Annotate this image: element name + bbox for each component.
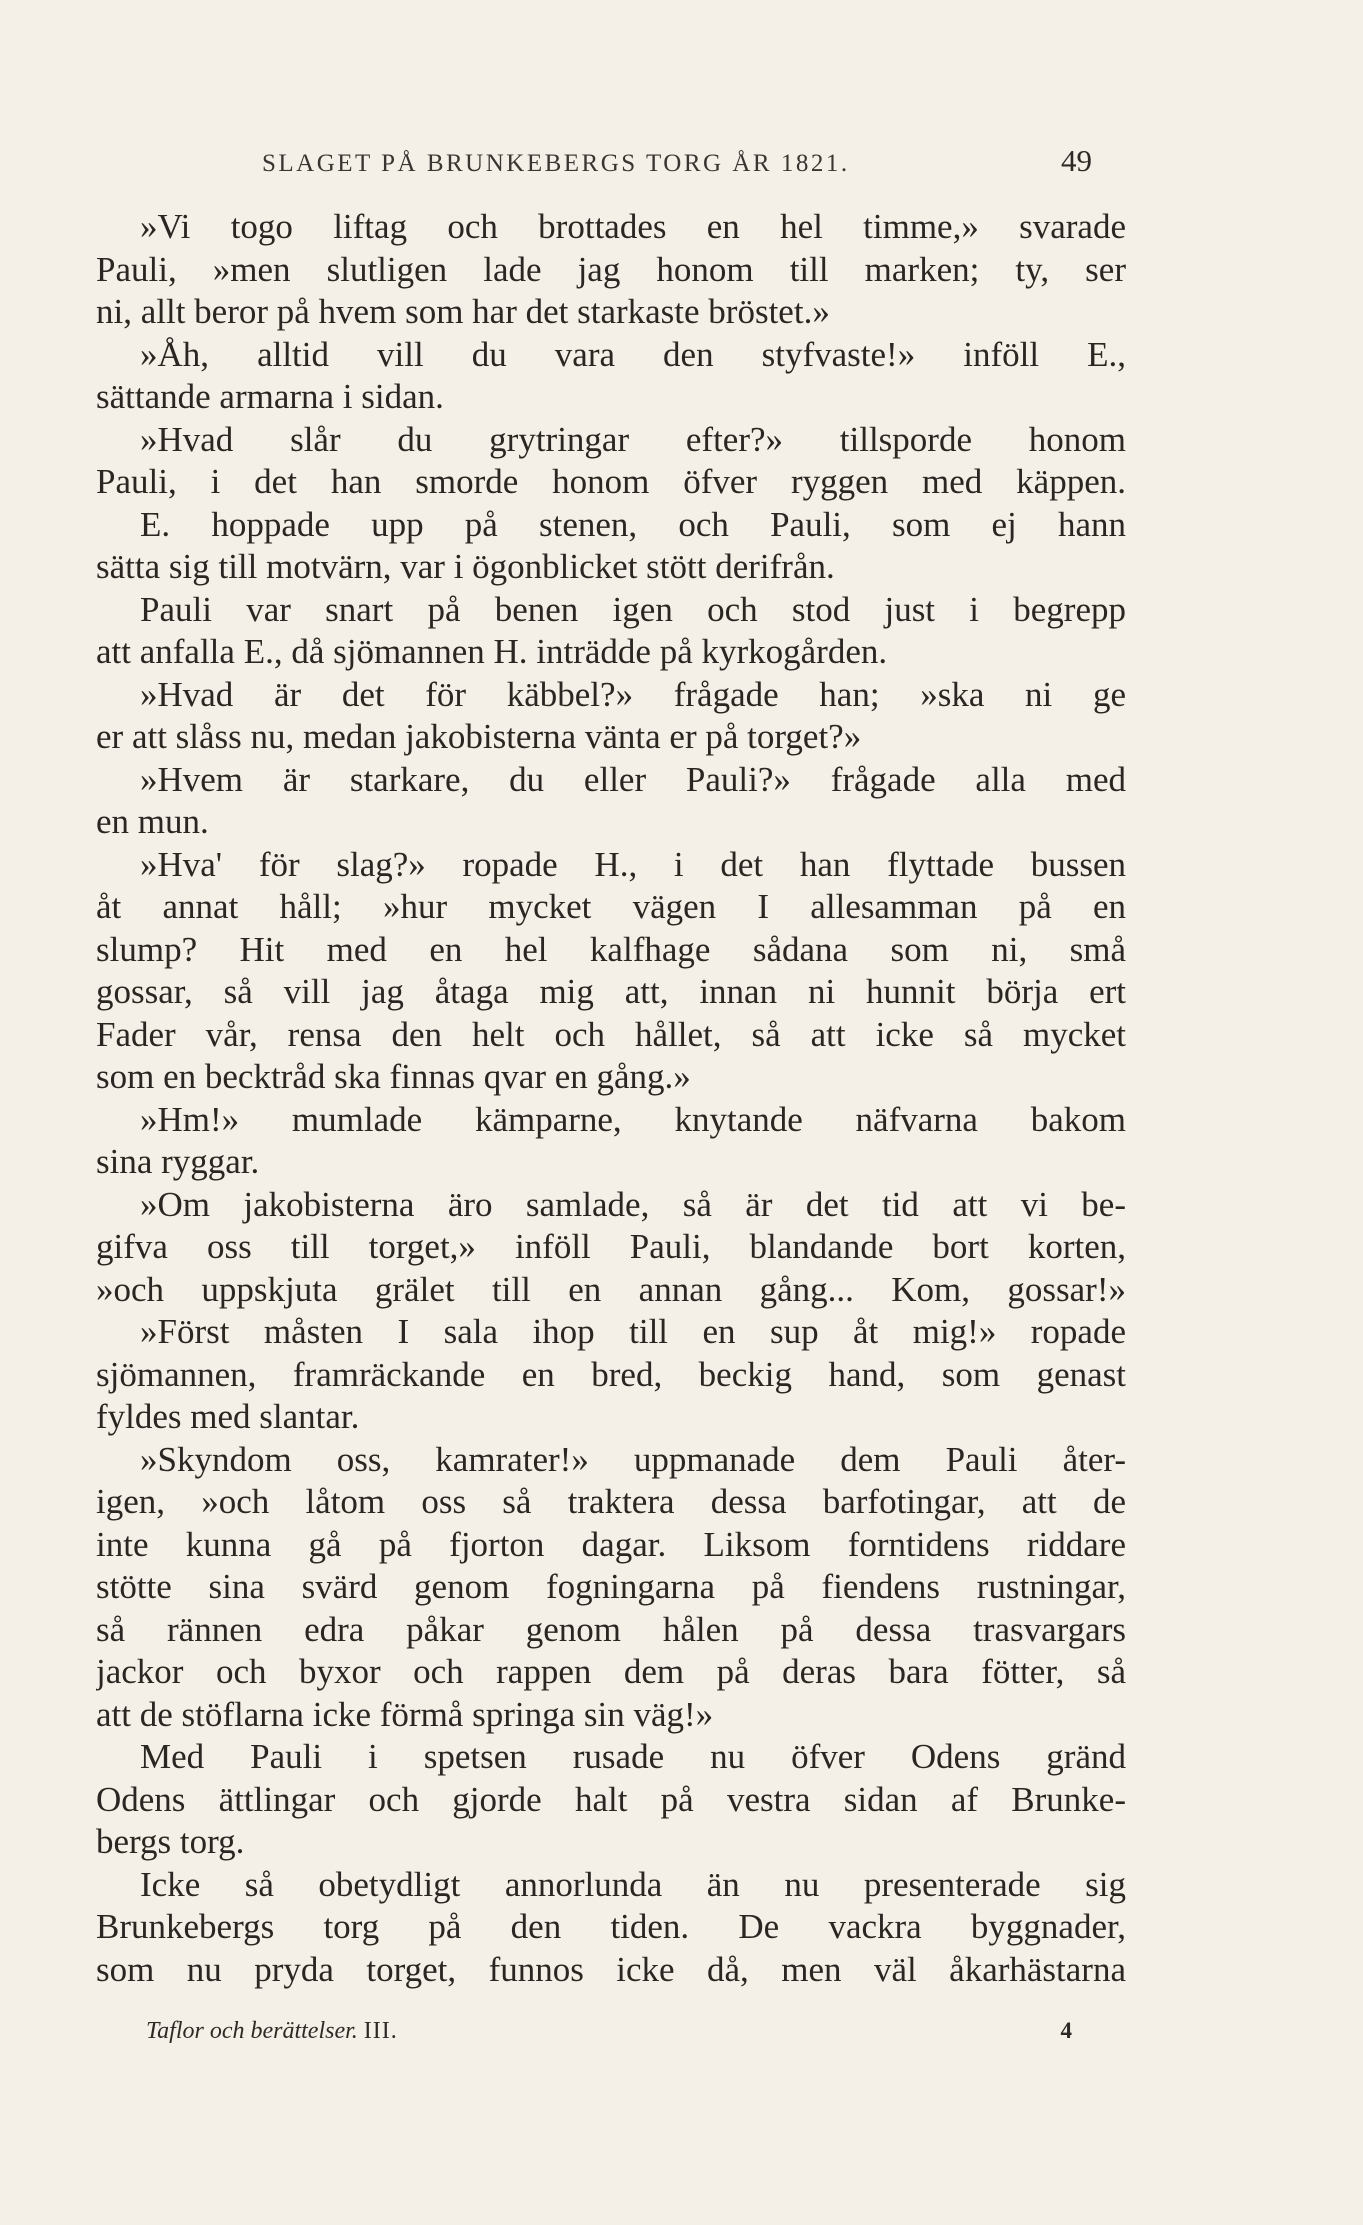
text-line: »och uppskjuta grälet till en annan gång... Kom, gossar!» xyxy=(96,1269,1126,1309)
text-line: Pauli, »men slutligen lade jag honom till marken; ty, ser xyxy=(96,249,1126,289)
text-line: Med Pauli i spetsen rusade nu öfver Odens gränd xyxy=(140,1737,1126,1776)
text-line: »Hm!» mumlade kämparne, knytande näfvarna bakom xyxy=(140,1099,1126,1139)
text-line: Fader vår, rensa den helt och hållet, så att icke så mycket xyxy=(96,1014,1126,1054)
text-line: »Hvem är starkare, du eller Pauli?» frågade alla med xyxy=(140,759,1126,799)
text-line: sätta sig till motvärn, var i ögonblicket stött derifrån. xyxy=(96,547,835,586)
signature-mark: 4 xyxy=(1060,2018,1072,2043)
text-line: som nu pryda torget, funnos icke då, men väl åkarhästarna xyxy=(96,1949,1126,1989)
page-number: 49 xyxy=(1061,143,1092,178)
text-line: åt annat håll; »hur mycket vägen I allesamman på en xyxy=(96,887,1126,926)
text-line: slump? Hit med en hel kalfhage sådana som ni, små xyxy=(96,929,1126,969)
text-line: att anfalla E., då sjömannen H. inträdde på kyrkogården. xyxy=(96,632,888,671)
text-line: bergs torg. xyxy=(96,1822,245,1861)
text-line: »Om jakobisterna äro samlade, så är det tid att vi be- xyxy=(140,1184,1126,1224)
text-line: en mun. xyxy=(96,802,209,841)
text-line: sjömannen, framräckande en bred, beckig hand, som genast xyxy=(96,1354,1126,1394)
text-line: sina ryggar. xyxy=(96,1142,260,1181)
text-line: stötte sina svärd genom fogningarna på fiendens rustningar, xyxy=(96,1567,1126,1606)
text-line: sättande armarna i sidan. xyxy=(96,377,444,416)
series-title-text: Taflor och berättelser. xyxy=(146,2018,358,2044)
text-line: igen, »och låtom oss så traktera dessa barfotingar, att de xyxy=(96,1482,1126,1521)
text-line: så rännen edra påkar genom hålen på dessa trasvargars xyxy=(96,1609,1126,1649)
text-line: er att slåss nu, medan jakobisterna vänta er på torget?» xyxy=(96,717,862,756)
text-line: »Vi togo liftag och brottades en hel timme,» svarade xyxy=(140,207,1126,246)
text-line: som en becktråd ska finnas qvar en gång.» xyxy=(96,1057,691,1096)
text-line: inte kunna gå på fjorton dagar. Liksom forntidens riddare xyxy=(96,1524,1126,1564)
text-line: »Hvad är det för käbbel?» frågade han; »ska ni ge xyxy=(140,674,1126,714)
text-line: E. hoppade upp på stenen, och Pauli, som ej hann xyxy=(140,504,1126,544)
text-line: fyldes med slantar. xyxy=(96,1397,360,1436)
text-line: Brunkebergs torg på den tiden. De vackra byggnader, xyxy=(96,1907,1126,1946)
text-line: Pauli var snart på benen igen och stod just i begrepp xyxy=(140,589,1126,629)
text-line: att de stöflarna icke förmå springa sin väg!» xyxy=(96,1694,714,1734)
text-line: Odens ättlingar och gjorde halt på vestra sidan af Brunke- xyxy=(96,1779,1126,1819)
page-header xyxy=(262,143,1092,179)
text-line: »Hva' för slag?» ropade H., i det han flyttade bussen xyxy=(140,844,1126,884)
series-title xyxy=(146,2018,398,2045)
volume-number: III. xyxy=(363,2018,398,2044)
text-line: »Hvad slår du grytringar efter?» tillsporde honom xyxy=(140,419,1126,459)
text-line: jackor och byxor och rappen dem på deras bara fötter, så xyxy=(96,1652,1126,1691)
body-text xyxy=(96,206,1126,1991)
running-title: SLAGET PÅ BRUNKEBERGS TORG ÅR 1821. xyxy=(262,150,850,177)
text-line: Pauli, i det han smorde honom öfver ryggen med käppen. xyxy=(96,462,1126,501)
text-line: gifva oss till torget,» inföll Pauli, blandande bort korten, xyxy=(96,1227,1126,1266)
page-footer xyxy=(146,2018,1072,2045)
text-line: gossar, så vill jag åtaga mig att, innan ni hunnit börja ert xyxy=(96,972,1126,1011)
text-line: ni, allt beror på hvem som har det starkaste bröstet.» xyxy=(96,292,830,331)
text-line: »Åh, alltid vill du vara den styfvaste!» inföll E., xyxy=(140,334,1126,374)
text-line: Icke så obetydligt annorlunda än nu presenterade sig xyxy=(140,1864,1126,1904)
text-line: »Skyndom oss, kamrater!» uppmanade dem Pauli åter- xyxy=(140,1439,1126,1479)
text-line: »Först måsten I sala ihop till en sup åt mig!» ropade xyxy=(140,1312,1126,1351)
